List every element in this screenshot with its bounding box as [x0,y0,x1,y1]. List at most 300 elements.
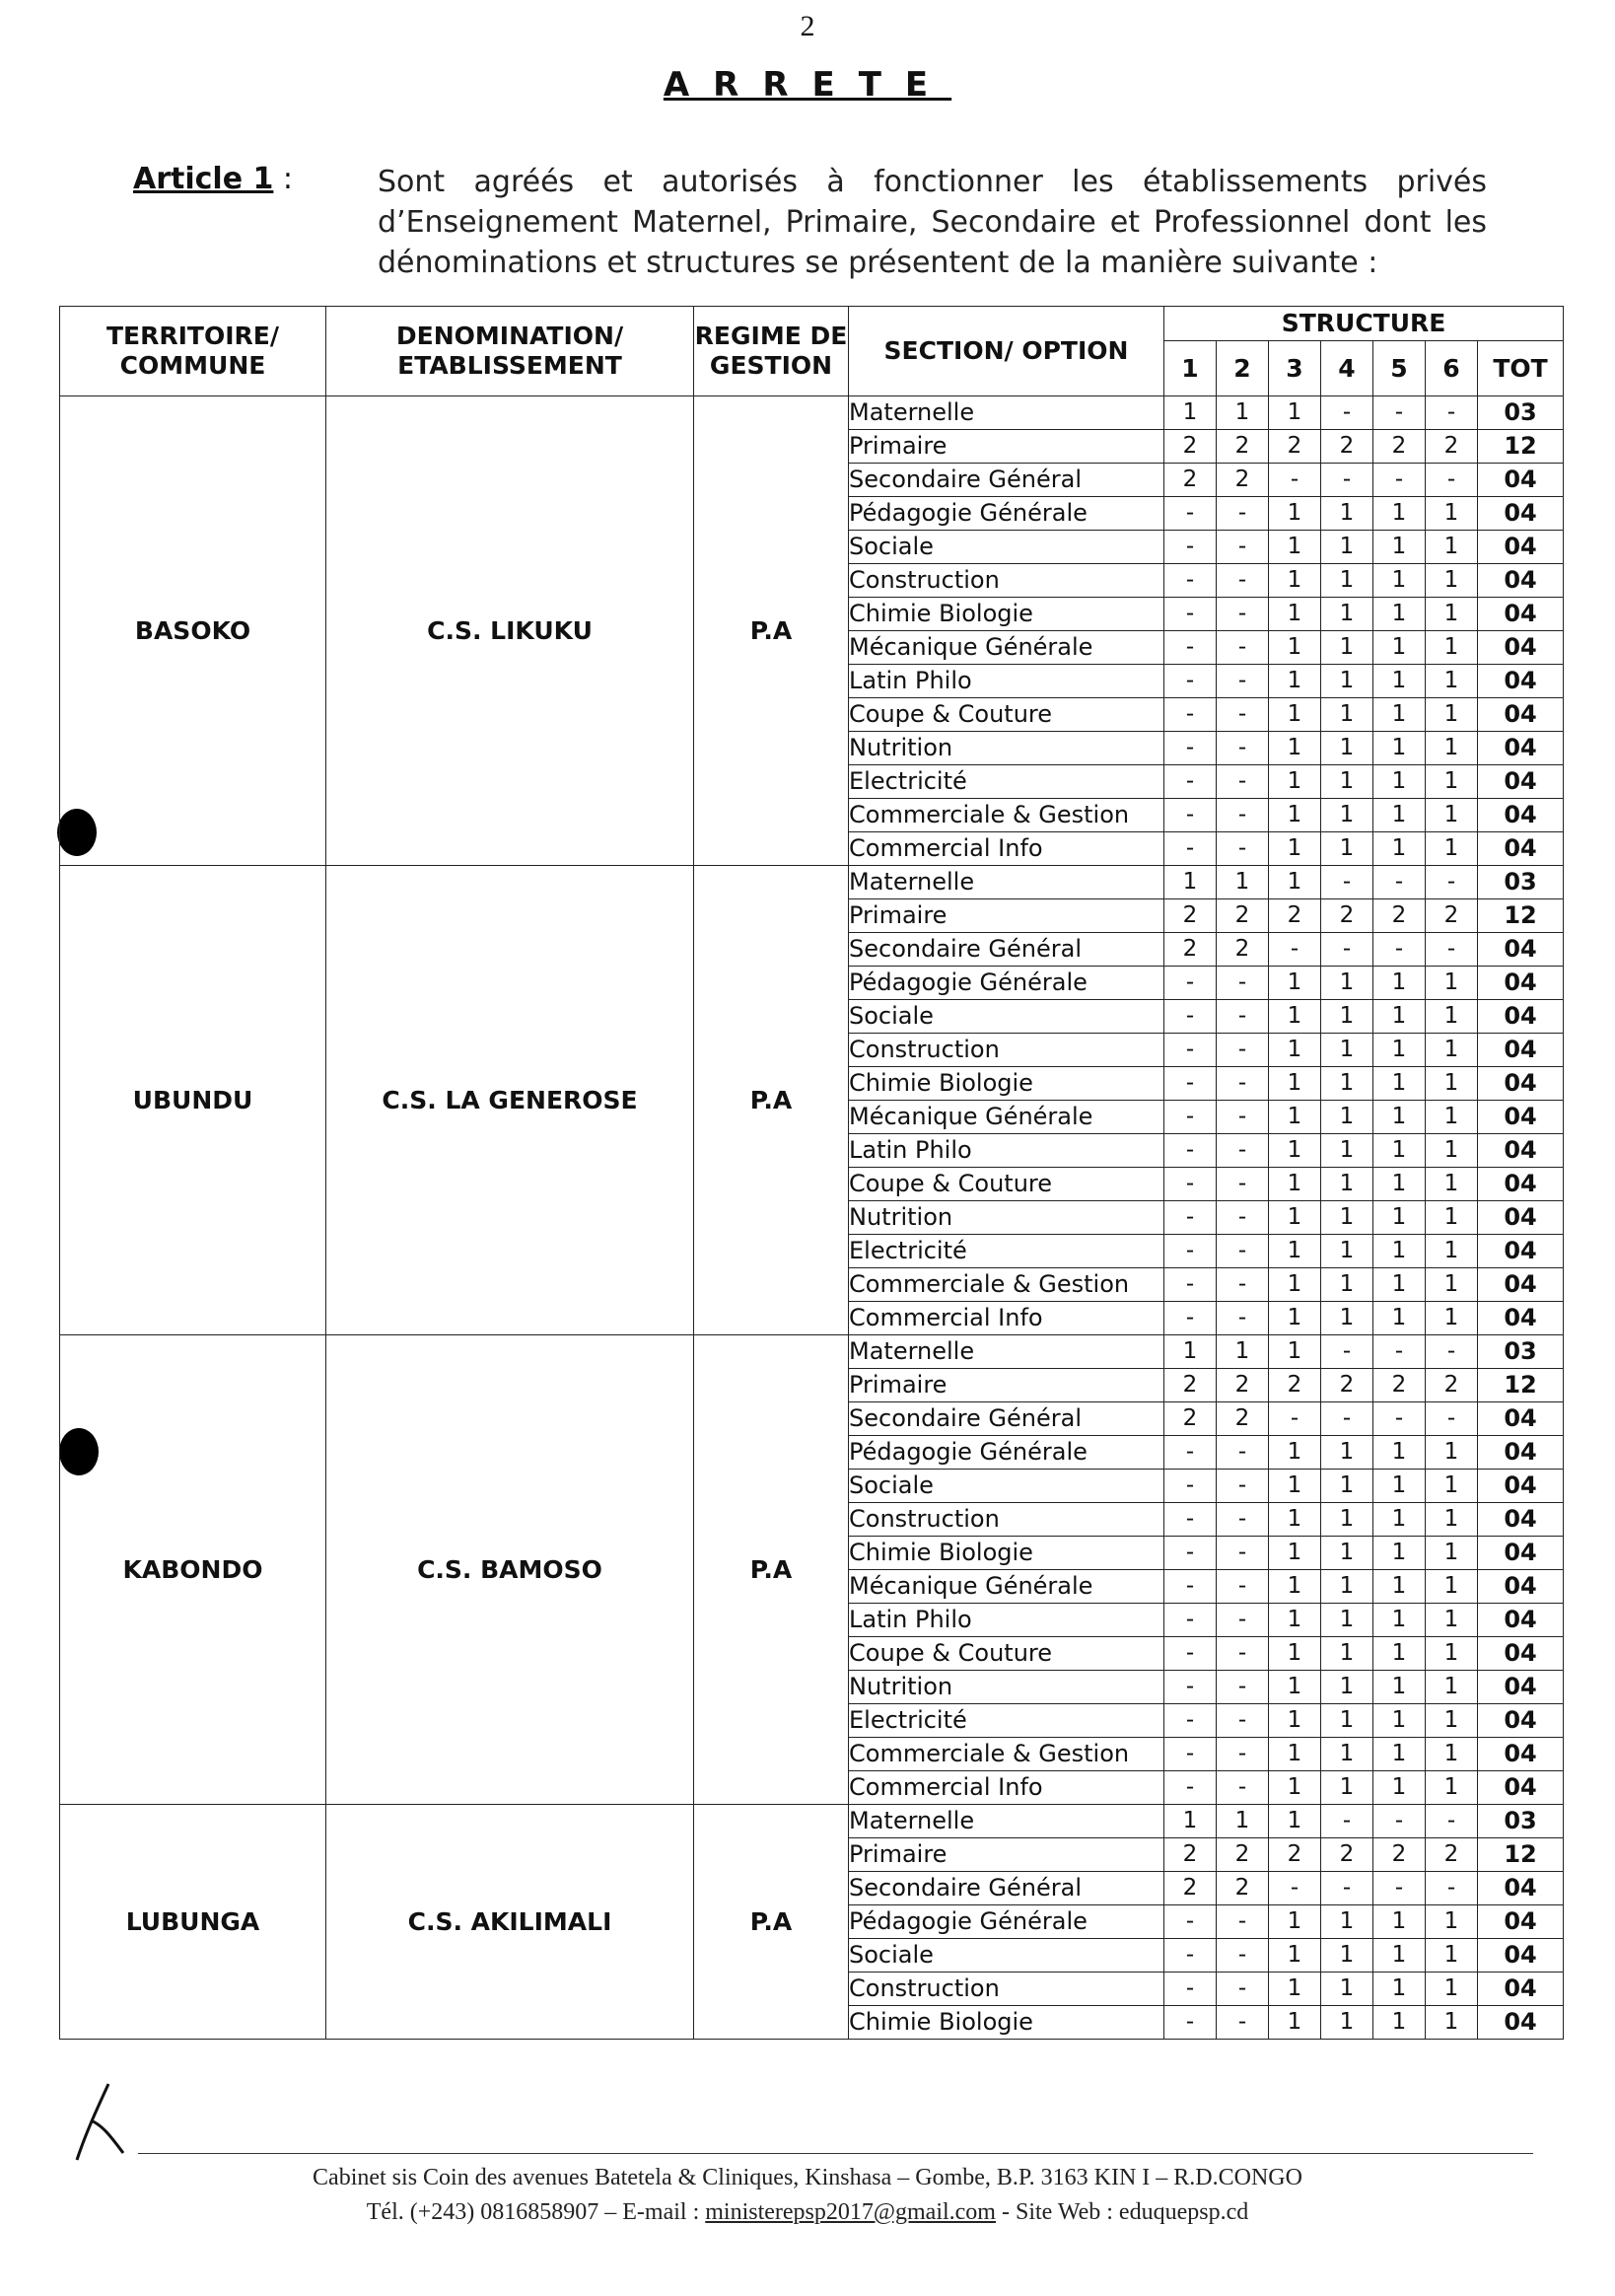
structure-cell-5: 1 [1373,1470,1426,1503]
structure-cell-6: - [1426,396,1478,430]
structure-cell-1: - [1164,799,1217,832]
structure-cell-3: 1 [1269,1436,1321,1470]
structure-cell-6: 1 [1426,531,1478,564]
structure-cell-6: 1 [1426,1905,1478,1939]
territoire-cell: UBUNDU [60,866,326,1335]
option-cell: Electricité [849,1704,1164,1738]
structure-cell-4: 1 [1321,665,1373,698]
structure-cell-4: 1 [1321,698,1373,732]
structure-cell-6: 1 [1426,1067,1478,1101]
structure-cell-6: 1 [1426,1604,1478,1637]
total-cell: 04 [1478,1503,1564,1537]
structure-cell-2: - [1217,799,1269,832]
structure-cell-5: - [1373,396,1426,430]
structure-cell-2: - [1217,1973,1269,2006]
etablissement-cell: C.S. BAMOSO [326,1335,694,1805]
regime-cell: P.A [694,1805,849,2040]
structure-cell-4: - [1321,933,1373,967]
structure-cell-4: 1 [1321,1704,1373,1738]
total-cell: 04 [1478,497,1564,531]
structure-cell-2: - [1217,1503,1269,1537]
structure-cell-2: - [1217,631,1269,665]
structure-cell-2: 1 [1217,1335,1269,1369]
structure-cell-3: 1 [1269,1905,1321,1939]
structure-cell-1: - [1164,1000,1217,1034]
total-cell: 04 [1478,1604,1564,1637]
structure-cell-3: 1 [1269,1939,1321,1973]
footer-website: - Site Web : eduquepsp.cd [995,2199,1249,2225]
footer-divider [138,2153,1533,2154]
structure-cell-2: 2 [1217,899,1269,933]
structure-cell-4: 1 [1321,1034,1373,1067]
footer-phone: Tél. (+243) 0816858907 – E-mail : [366,2199,706,2225]
total-cell: 03 [1478,1335,1564,1369]
option-cell: Maternelle [849,866,1164,899]
structure-cell-4: 1 [1321,1067,1373,1101]
structure-cell-4: - [1321,866,1373,899]
handwritten-initial [69,2076,138,2165]
structure-cell-3: 1 [1269,1637,1321,1671]
header-territoire: TERRITOIRE/ COMMUNE [60,307,326,396]
structure-cell-5: 1 [1373,1268,1426,1302]
structure-cell-4: 2 [1321,1838,1373,1872]
structure-cell-2: - [1217,1067,1269,1101]
structure-cell-6: 1 [1426,1000,1478,1034]
structure-cell-3: 1 [1269,698,1321,732]
structure-cell-1: 1 [1164,1335,1217,1369]
structure-cell-3: 1 [1269,1101,1321,1134]
structure-cell-6: 1 [1426,1671,1478,1704]
total-cell: 04 [1478,1905,1564,1939]
structure-cell-5: 1 [1373,1000,1426,1034]
total-cell: 04 [1478,1268,1564,1302]
structure-cell-5: 1 [1373,1067,1426,1101]
total-cell: 04 [1478,799,1564,832]
structure-cell-1: - [1164,1905,1217,1939]
structure-cell-2: - [1217,1168,1269,1201]
structure-cell-5: 1 [1373,1134,1426,1168]
territoire-cell: KABONDO [60,1335,326,1805]
total-cell: 03 [1478,396,1564,430]
total-cell: 04 [1478,1939,1564,1973]
total-cell: 04 [1478,698,1564,732]
regime-cell: P.A [694,1335,849,1805]
structure-cell-4: 1 [1321,1000,1373,1034]
structure-cell-6: - [1426,933,1478,967]
structure-cell-6: 2 [1426,1838,1478,1872]
structure-cell-5: 2 [1373,430,1426,464]
structure-cell-2: - [1217,1604,1269,1637]
structure-cell-1: - [1164,1302,1217,1335]
structure-cell-2: - [1217,1570,1269,1604]
structure-cell-2: - [1217,1939,1269,1973]
structure-cell-2: - [1217,665,1269,698]
option-cell: Coupe & Couture [849,698,1164,732]
structure-cell-1: - [1164,665,1217,698]
structure-cell-3: 1 [1269,531,1321,564]
option-cell: Secondaire Général [849,1872,1164,1905]
structure-cell-5: 1 [1373,832,1426,866]
structure-cell-5: 1 [1373,1302,1426,1335]
structure-cell-3: 1 [1269,1134,1321,1168]
structure-cell-2: - [1217,1101,1269,1134]
structure-cell-4: 1 [1321,1470,1373,1503]
article-label [133,162,293,196]
structure-cell-6: 1 [1426,1570,1478,1604]
structure-cell-6: - [1426,866,1478,899]
structure-cell-6: 2 [1426,1369,1478,1402]
structure-cell-3: 1 [1269,1503,1321,1537]
structure-cell-2: - [1217,1034,1269,1067]
total-cell: 04 [1478,665,1564,698]
structure-cell-5: 1 [1373,1704,1426,1738]
etablissement-cell: C.S. LIKUKU [326,396,694,866]
structure-cell-1: - [1164,564,1217,598]
structure-cell-4: 1 [1321,1503,1373,1537]
structure-cell-3: 1 [1269,1604,1321,1637]
header-col-4: 4 [1321,341,1373,396]
structure-cell-6: 1 [1426,1704,1478,1738]
option-cell: Construction [849,1034,1164,1067]
structure-cell-1: - [1164,1637,1217,1671]
structure-cell-2: - [1217,2006,1269,2040]
total-cell: 04 [1478,1402,1564,1436]
total-cell: 04 [1478,1704,1564,1738]
structure-cell-2: - [1217,1000,1269,1034]
option-cell: Primaire [849,1369,1164,1402]
structure-cell-3: 1 [1269,967,1321,1000]
structure-cell-2: - [1217,564,1269,598]
structure-cell-6: 1 [1426,732,1478,765]
option-cell: Latin Philo [849,1134,1164,1168]
structure-cell-2: 1 [1217,1805,1269,1838]
option-cell: Secondaire Général [849,1402,1164,1436]
structure-cell-1: - [1164,1771,1217,1805]
structure-cell-6: 1 [1426,1939,1478,1973]
structure-cell-3: 1 [1269,1302,1321,1335]
option-cell: Secondaire Général [849,933,1164,967]
structure-cell-4: 1 [1321,598,1373,631]
structure-cell-5: - [1373,1335,1426,1369]
structure-cell-3: 1 [1269,631,1321,665]
structure-cell-3: 1 [1269,396,1321,430]
structure-cell-3: - [1269,933,1321,967]
structure-cell-2: 2 [1217,1369,1269,1402]
total-cell: 12 [1478,1838,1564,1872]
option-cell: Maternelle [849,1335,1164,1369]
structure-cell-6: 2 [1426,430,1478,464]
structure-cell-1: - [1164,832,1217,866]
option-cell: Sociale [849,1939,1164,1973]
structure-cell-6: 1 [1426,631,1478,665]
structure-cell-6: 1 [1426,1537,1478,1570]
regime-cell: P.A [694,866,849,1335]
structure-cell-5: 1 [1373,1503,1426,1537]
schools-table [59,306,1564,2040]
structure-cell-1: - [1164,967,1217,1000]
total-cell: 04 [1478,1235,1564,1268]
structure-cell-1: - [1164,1604,1217,1637]
total-cell: 04 [1478,1000,1564,1034]
structure-cell-3: 1 [1269,732,1321,765]
table-row [60,396,1564,430]
structure-cell-3: 1 [1269,866,1321,899]
structure-cell-5: 1 [1373,1570,1426,1604]
structure-cell-4: 1 [1321,1537,1373,1570]
option-cell: Chimie Biologie [849,2006,1164,2040]
option-cell: Commerciale & Gestion [849,799,1164,832]
structure-cell-4: - [1321,1872,1373,1905]
structure-cell-6: 1 [1426,1637,1478,1671]
structure-cell-4: 1 [1321,1671,1373,1704]
structure-cell-3: 1 [1269,1268,1321,1302]
structure-cell-2: - [1217,698,1269,732]
option-cell: Maternelle [849,396,1164,430]
structure-cell-4: 1 [1321,564,1373,598]
article-label-text: Article 1 [133,162,274,196]
header-col-tot: TOT [1478,341,1564,396]
structure-cell-6: - [1426,464,1478,497]
structure-cell-4: 1 [1321,799,1373,832]
structure-cell-2: - [1217,1235,1269,1268]
total-cell: 04 [1478,564,1564,598]
footer-email-link[interactable]: ministerepsp2017@gmail.com [705,2199,996,2225]
option-cell: Mécanique Générale [849,1570,1164,1604]
structure-cell-1: - [1164,732,1217,765]
structure-cell-6: 1 [1426,1235,1478,1268]
structure-cell-6: 1 [1426,698,1478,732]
structure-cell-4: 1 [1321,1302,1373,1335]
structure-cell-1: 2 [1164,1402,1217,1436]
article-text: Sont agréés et autorisés à fonctionner les établissements privés d’Enseignement Maternel, Primaire, Secondaire et Professionnel dont les dénominations et structures se présentent de la manière suivante : [378,165,1487,280]
option-cell: Sociale [849,531,1164,564]
structure-cell-6: - [1426,1872,1478,1905]
total-cell: 03 [1478,1805,1564,1838]
structure-cell-5: 1 [1373,1201,1426,1235]
structure-cell-5: 1 [1373,1436,1426,1470]
territoire-cell: LUBUNGA [60,1805,326,2040]
structure-cell-4: 1 [1321,967,1373,1000]
structure-cell-1: 2 [1164,430,1217,464]
structure-cell-2: - [1217,598,1269,631]
structure-cell-5: 1 [1373,564,1426,598]
structure-cell-6: 1 [1426,598,1478,631]
structure-cell-2: - [1217,1771,1269,1805]
structure-cell-1: - [1164,1503,1217,1537]
structure-cell-1: - [1164,631,1217,665]
structure-cell-1: - [1164,1201,1217,1235]
structure-cell-1: - [1164,1470,1217,1503]
structure-cell-6: 1 [1426,2006,1478,2040]
structure-cell-2: - [1217,497,1269,531]
structure-cell-1: 2 [1164,1872,1217,1905]
structure-cell-5: 1 [1373,1905,1426,1939]
structure-cell-3: 1 [1269,1201,1321,1235]
structure-cell-2: 2 [1217,430,1269,464]
structure-cell-4: - [1321,1805,1373,1838]
structure-cell-4: 1 [1321,1570,1373,1604]
total-cell: 04 [1478,1201,1564,1235]
structure-cell-3: 1 [1269,564,1321,598]
structure-cell-3: 1 [1269,1067,1321,1101]
option-cell: Coupe & Couture [849,1168,1164,1201]
structure-cell-6: 1 [1426,1302,1478,1335]
structure-cell-1: - [1164,1671,1217,1704]
structure-cell-6: 1 [1426,1771,1478,1805]
option-cell: Commercial Info [849,1302,1164,1335]
structure-cell-3: 1 [1269,1771,1321,1805]
structure-cell-6: 1 [1426,799,1478,832]
structure-cell-2: - [1217,1302,1269,1335]
structure-cell-3: 1 [1269,598,1321,631]
structure-cell-6: - [1426,1402,1478,1436]
option-cell: Commercial Info [849,1771,1164,1805]
header-denomination: DENOMINATION/ ETABLISSEMENT [326,307,694,396]
structure-cell-2: 2 [1217,1872,1269,1905]
structure-cell-6: 1 [1426,1470,1478,1503]
option-cell: Sociale [849,1470,1164,1503]
structure-cell-1: - [1164,497,1217,531]
header-structure: STRUCTURE [1164,307,1564,341]
structure-cell-5: - [1373,866,1426,899]
table-row [60,1805,1564,1838]
structure-cell-1: - [1164,1537,1217,1570]
total-cell: 04 [1478,1738,1564,1771]
structure-cell-5: 1 [1373,1973,1426,2006]
option-cell: Pédagogie Générale [849,1436,1164,1470]
structure-cell-1: - [1164,2006,1217,2040]
structure-cell-4: 1 [1321,1738,1373,1771]
option-cell: Maternelle [849,1805,1164,1838]
structure-cell-5: 1 [1373,1771,1426,1805]
total-cell: 04 [1478,1034,1564,1067]
territoire-cell: BASOKO [60,396,326,866]
structure-cell-6: 2 [1426,899,1478,933]
structure-cell-3: 1 [1269,497,1321,531]
structure-cell-4: 1 [1321,1201,1373,1235]
structure-cell-6: 1 [1426,1738,1478,1771]
footer-address: Cabinet sis Coin des avenues Batetela & Cliniques, Kinshasa – Gombe, B.P. 3163 KIN I – R.D.CONGO [313,2165,1302,2190]
structure-cell-6: 1 [1426,497,1478,531]
structure-cell-6: 1 [1426,665,1478,698]
structure-cell-1: - [1164,1268,1217,1302]
total-cell: 03 [1478,866,1564,899]
structure-cell-4: 1 [1321,1905,1373,1939]
structure-cell-6: 1 [1426,1168,1478,1201]
structure-cell-5: 1 [1373,2006,1426,2040]
structure-cell-5: 1 [1373,799,1426,832]
structure-cell-1: - [1164,1939,1217,1973]
structure-cell-1: - [1164,531,1217,564]
structure-cell-2: 1 [1217,866,1269,899]
structure-cell-5: - [1373,1805,1426,1838]
structure-cell-2: - [1217,1201,1269,1235]
table-row [60,866,1564,899]
structure-cell-2: - [1217,1134,1269,1168]
regime-cell: P.A [694,396,849,866]
structure-cell-5: 1 [1373,1235,1426,1268]
structure-cell-1: - [1164,765,1217,799]
structure-cell-1: 1 [1164,866,1217,899]
option-cell: Latin Philo [849,1604,1164,1637]
structure-cell-3: 2 [1269,1369,1321,1402]
structure-cell-3: 1 [1269,1704,1321,1738]
structure-cell-2: - [1217,1704,1269,1738]
structure-cell-5: 1 [1373,765,1426,799]
structure-cell-4: 1 [1321,1604,1373,1637]
structure-cell-5: 2 [1373,1838,1426,1872]
structure-cell-4: - [1321,1402,1373,1436]
structure-cell-6: 1 [1426,564,1478,598]
structure-cell-1: - [1164,1067,1217,1101]
structure-cell-6: 1 [1426,1973,1478,2006]
structure-cell-1: 2 [1164,464,1217,497]
structure-cell-1: - [1164,1034,1217,1067]
structure-cell-4: 1 [1321,631,1373,665]
total-cell: 04 [1478,1771,1564,1805]
total-cell: 04 [1478,1537,1564,1570]
total-cell: 04 [1478,2006,1564,2040]
header-regime: REGIME DE GESTION [694,307,849,396]
structure-cell-4: 1 [1321,1771,1373,1805]
structure-cell-2: - [1217,1268,1269,1302]
option-cell: Construction [849,1973,1164,2006]
structure-cell-6: - [1426,1335,1478,1369]
structure-cell-4: 1 [1321,1168,1373,1201]
option-cell: Coupe & Couture [849,1637,1164,1671]
structure-cell-6: 1 [1426,1101,1478,1134]
structure-cell-4: 1 [1321,1268,1373,1302]
option-cell: Nutrition [849,1671,1164,1704]
structure-cell-5: - [1373,1402,1426,1436]
structure-cell-5: 1 [1373,1738,1426,1771]
option-cell: Pédagogie Générale [849,1905,1164,1939]
total-cell: 12 [1478,430,1564,464]
structure-cell-3: 1 [1269,665,1321,698]
structure-cell-5: 1 [1373,598,1426,631]
structure-cell-2: 1 [1217,396,1269,430]
structure-cell-5: 2 [1373,899,1426,933]
total-cell: 12 [1478,1369,1564,1402]
structure-cell-3: 2 [1269,899,1321,933]
structure-cell-1: 2 [1164,1369,1217,1402]
structure-cell-5: - [1373,933,1426,967]
structure-cell-3: 1 [1269,1000,1321,1034]
option-cell: Primaire [849,430,1164,464]
structure-cell-2: - [1217,1436,1269,1470]
structure-cell-6: 1 [1426,1503,1478,1537]
total-cell: 04 [1478,1101,1564,1134]
structure-cell-5: 1 [1373,1101,1426,1134]
option-cell: Pédagogie Générale [849,497,1164,531]
option-cell: Mécanique Générale [849,1101,1164,1134]
total-cell: 04 [1478,631,1564,665]
table-row [60,1335,1564,1369]
structure-cell-5: 1 [1373,531,1426,564]
total-cell: 04 [1478,732,1564,765]
structure-cell-2: - [1217,832,1269,866]
total-cell: 04 [1478,531,1564,564]
option-cell: Commercial Info [849,832,1164,866]
option-cell: Primaire [849,1838,1164,1872]
option-cell: Secondaire Général [849,464,1164,497]
structure-cell-5: 1 [1373,1034,1426,1067]
structure-cell-1: - [1164,1973,1217,2006]
structure-cell-4: 1 [1321,1436,1373,1470]
structure-cell-5: 1 [1373,665,1426,698]
structure-cell-1: - [1164,698,1217,732]
total-cell: 04 [1478,1470,1564,1503]
